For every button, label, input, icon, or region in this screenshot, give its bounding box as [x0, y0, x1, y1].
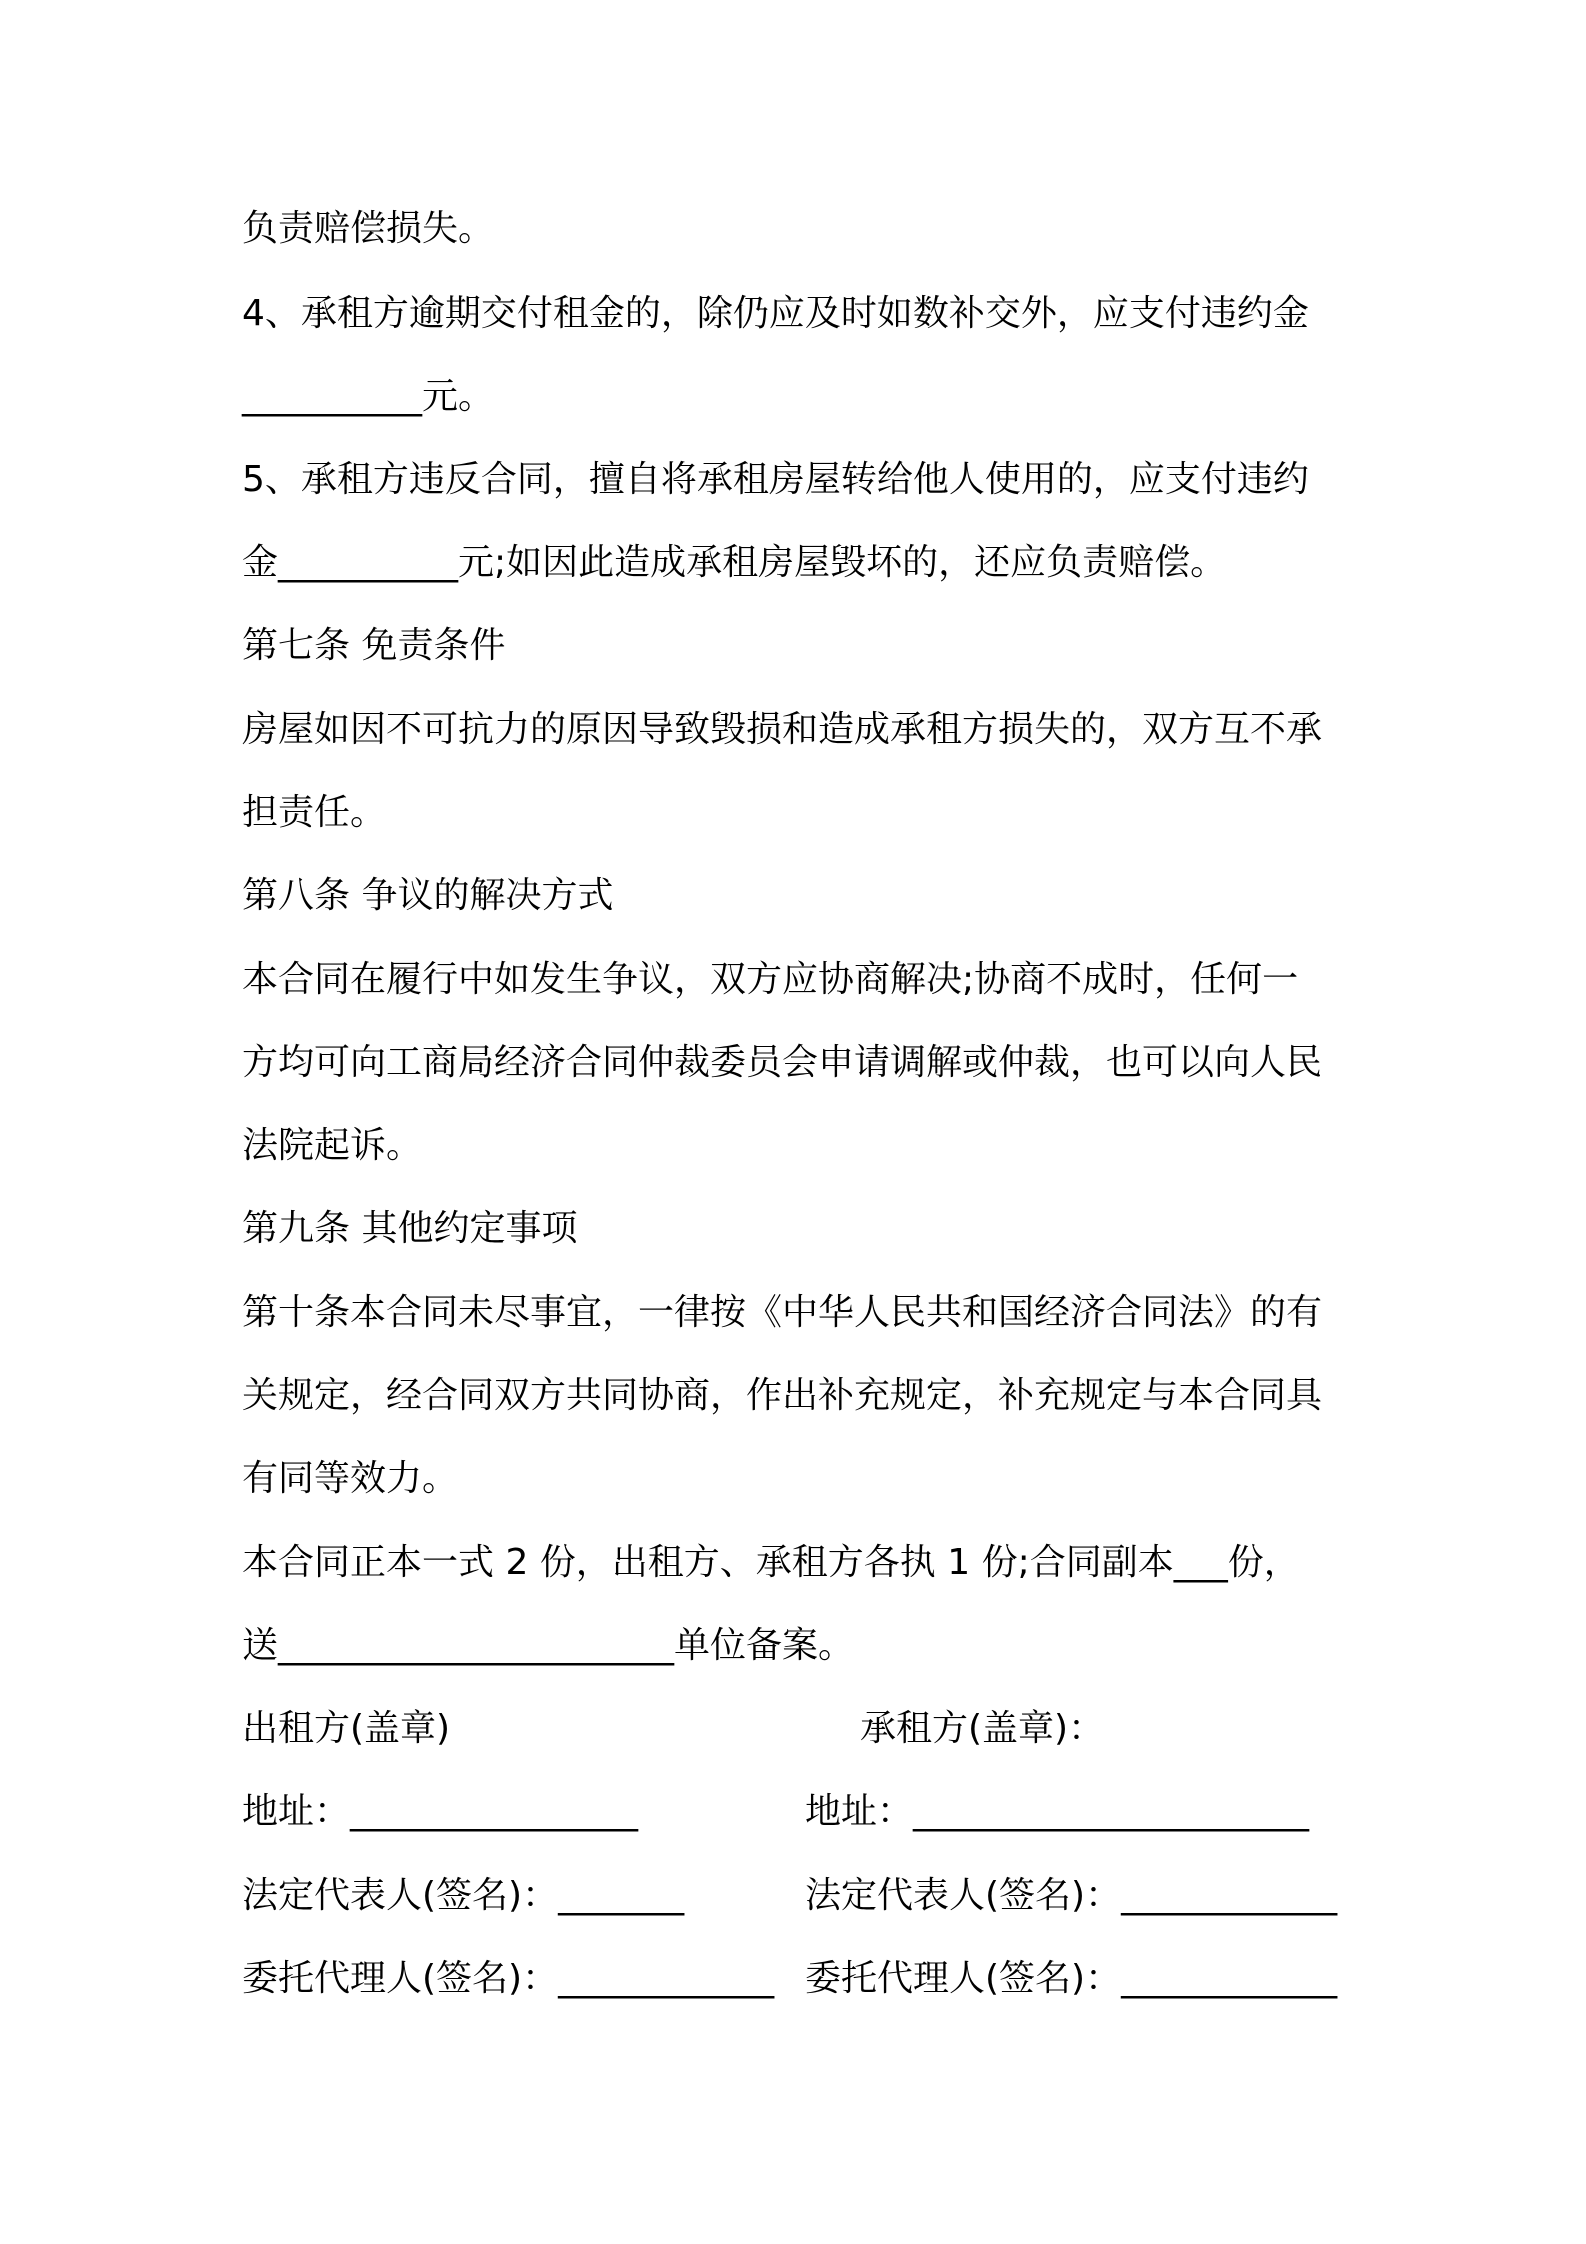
- text-line: 法院起诉。: [242, 1125, 423, 1166]
- lessor-agent: 委托代理人(签名)：____________: [242, 1958, 775, 1999]
- text-line: 关规定，经合同双方共同协商，作出补充规定，补充规定与本合同具: [242, 1375, 1323, 1416]
- text-line: 担责任。: [242, 792, 387, 833]
- section-heading: 第八条 争议的解决方式: [242, 875, 614, 916]
- text-line: 房屋如因不可抗力的原因导致毁损和造成承租方损失的，双方互不承: [242, 709, 1323, 750]
- lessee-agent: 委托代理人(签名)：____________: [805, 1958, 1338, 1999]
- text-line: 本合同正本一式 2 份，出租方、承租方各执 1 份;合同副本___份，: [242, 1542, 1300, 1583]
- text-line: 送______________________单位备案。: [242, 1625, 855, 1666]
- text-line: 5、承租方违反合同，擅自将承租房屋转给他人使用的，应支付违约: [242, 459, 1309, 500]
- section-heading: 第七条 免责条件: [242, 625, 506, 666]
- lessee-representative: 法定代表人(签名)：____________: [805, 1875, 1338, 1916]
- text-line: 有同等效力。: [242, 1458, 459, 1499]
- text-line: 金__________元;如因此造成承租房屋毁坏的，还应负责赔偿。: [242, 542, 1227, 583]
- text-line: 第十条本合同未尽事宜，一律按《中华人民共和国经济合同法》的有: [242, 1292, 1323, 1333]
- text-line: __________元。: [242, 376, 495, 417]
- lessee-address: 地址：______________________: [805, 1791, 1310, 1832]
- text-line: 负责赔偿损失。: [242, 208, 495, 249]
- text-line: 方均可向工商局经济合同仲裁委员会申请调解或仲裁，也可以向人民: [242, 1042, 1323, 1083]
- lessor-address: 地址：________________: [242, 1791, 639, 1832]
- lessee-title: 承租方(盖章)：: [860, 1708, 1105, 1749]
- text-line: 4、承租方逾期交付租金的，除仍应及时如数补交外，应支付违约金: [242, 293, 1309, 334]
- lessor-representative: 法定代表人(签名)：_______: [242, 1875, 685, 1916]
- section-heading: 第九条 其他约定事项: [242, 1208, 578, 1249]
- lessor-title: 出租方(盖章): [242, 1708, 451, 1749]
- text-line: 本合同在履行中如发生争议，双方应协商解决;协商不成时，任何一: [242, 959, 1299, 1000]
